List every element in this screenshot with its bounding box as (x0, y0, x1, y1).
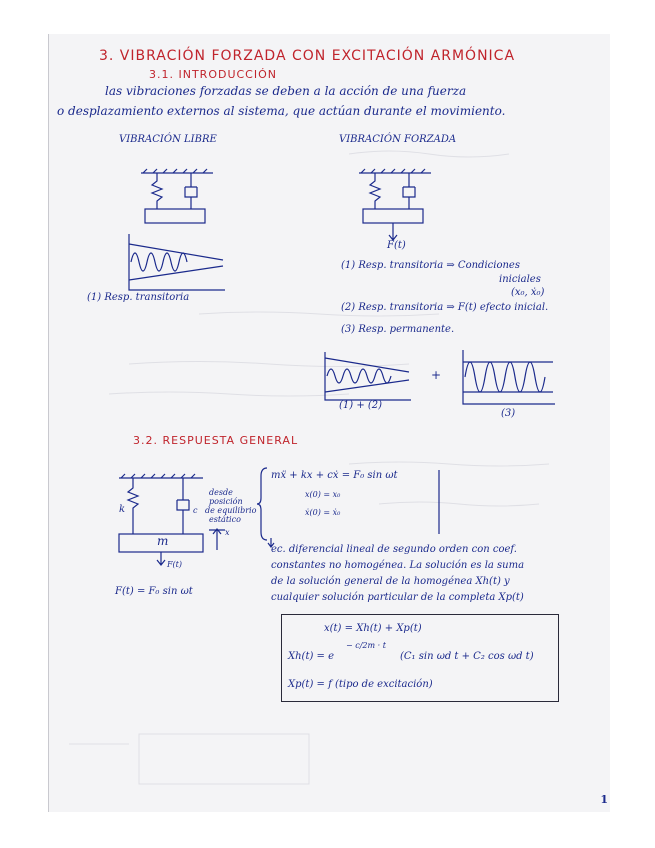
steady-state-plot (461, 350, 557, 406)
spring-label: k (119, 504, 126, 515)
general-response-heading: 3.2. RESPUESTA GENERAL (133, 434, 299, 447)
homogeneous-solution-terms: (C₁ sin ωd t + C₂ cos ωd t) (400, 651, 534, 662)
notebook-page (48, 34, 610, 812)
damper-label: c (193, 506, 198, 515)
homogeneous-solution-base: Xh(t) = e (288, 651, 335, 662)
desde-note-4: estático (209, 515, 241, 524)
page-number: 1 (600, 793, 608, 806)
solution-box (281, 614, 559, 702)
mass-label: m (157, 534, 169, 548)
force-definition: F(t) = F₀ sin ωt (115, 586, 193, 597)
intro-line-2: o desplazamiento externos al sistema, que actúan durante el movimiento. (57, 104, 506, 118)
intro-heading: 3.1. INTRODUCCIÓN (149, 68, 277, 81)
forced-force-label: F(t) (387, 240, 406, 251)
transient-plot-caption: (1) + (2) (339, 400, 383, 411)
forced-item-1-values: (x₀, ẋ₀) (511, 287, 545, 298)
initial-condition-2: ẋ(0) = ẋ₀ (305, 508, 341, 517)
plus-sign: + (431, 368, 442, 382)
free-vibration-label: VIBRACIÓN LIBRE (119, 134, 217, 145)
forced-item-1-initial: iniciales (499, 274, 541, 285)
section-title: 3. VIBRACIÓN FORZADA CON EXCITACIÓN ARMÓNICA (99, 48, 516, 64)
desde-note-1: desde (209, 488, 233, 497)
intro-line-1: las vibraciones forzadas se deben a la acción de una fuerza (105, 84, 467, 98)
free-vibration-caption: (1) Resp. transitoria (87, 292, 190, 303)
desde-note-3: de equilibrio (205, 506, 257, 515)
description-line-1: ec. diferencial lineal de segundo orden con coef. (271, 544, 517, 555)
desde-note-2: posición (209, 497, 243, 506)
free-decay-plot (127, 234, 227, 294)
forced-item-1: (1) Resp. transitoria ⇒ Condiciones (341, 260, 520, 271)
free-vibration-schematic (139, 169, 219, 229)
initial-condition-1: x(0) = x₀ (305, 490, 341, 499)
forced-vibration-schematic (357, 169, 437, 249)
particular-solution: Xp(t) = f (tipo de excitación) (288, 679, 433, 690)
forced-vibration-label: VIBRACIÓN FORZADA (339, 134, 457, 145)
equation-of-motion: mẍ + kx + cẋ = F₀ sin ωt (271, 470, 398, 481)
solution-sum: x(t) = Xh(t) + Xp(t) (324, 623, 422, 634)
transient-plot (323, 352, 413, 402)
description-line-3: de la solución general de la homogénea Xh(t) y (271, 576, 510, 587)
description-line-2: constantes no homogénea. La solución es la suma (271, 560, 525, 571)
description-line-4: cualquier solución particular de la completa Xp(t) (271, 592, 524, 603)
force-label-small: F(t) (167, 560, 183, 569)
x-label: x (225, 528, 230, 537)
homogeneous-exponent: − c/2m · t (346, 641, 386, 650)
forced-item-3: (3) Resp. permanente. (341, 324, 455, 335)
steady-plot-caption: (3) (501, 408, 516, 419)
forced-item-2: (2) Resp. transitoria ⇒ F(t) efecto inicial. (341, 302, 549, 313)
